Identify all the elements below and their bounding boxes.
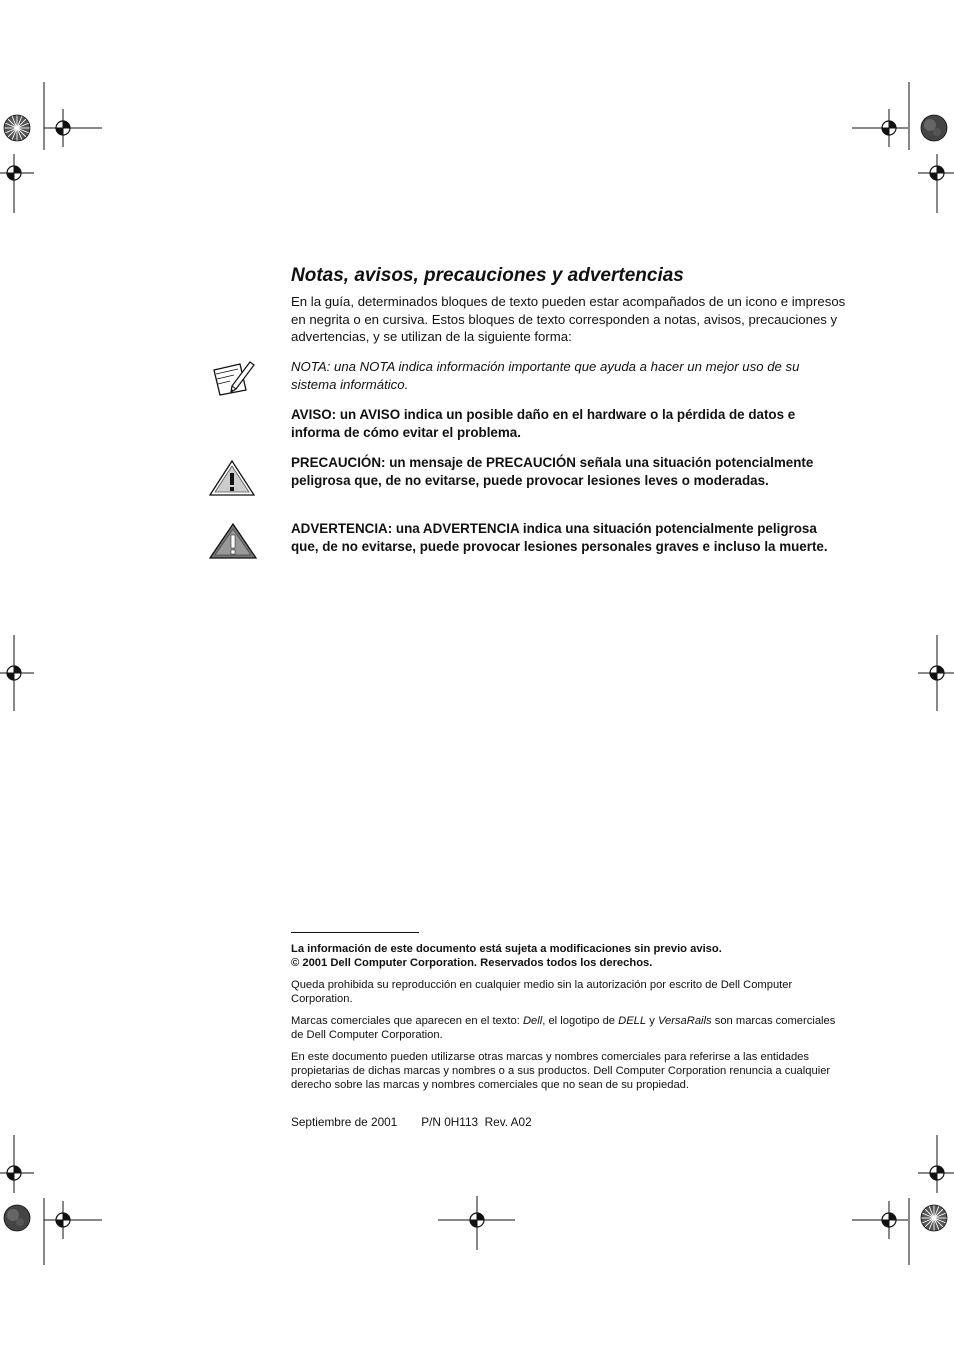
intro-paragraph: En la guía, determinados bloques de texto pueden estar acompañados de un icono e impresos en negrita o en cursiva. Estos bloques de texto corresponden a notas, avisos, precauciones y advertencias, y se utilizan de la siguiente forma: xyxy=(291,294,846,344)
trademark-versarails: VersaRails xyxy=(657,1015,712,1027)
publication-info xyxy=(291,1115,846,1129)
reproduction-notice: Queda prohibida su reproducción en cualquier medio sin la autorización por escrito de Dell Computer Corporation. xyxy=(291,979,793,1005)
footnote-rule xyxy=(291,932,419,933)
trademarks-pre: Marcas comerciales que aparecen en el texto: xyxy=(291,1015,523,1027)
part-number: P/N 0H113 Rev. A02 xyxy=(421,1115,532,1129)
legal-notice: La información de este documento está sujeta a modificaciones sin previo aviso. xyxy=(291,943,722,955)
note-pencil-icon xyxy=(210,360,256,398)
warning-triangle-icon xyxy=(208,522,258,560)
copyright-line: © 2001 Dell Computer Corporation. Reservados todos los derechos. xyxy=(291,957,653,969)
caution-triangle-icon xyxy=(208,459,256,497)
page-title: Notas, avisos, precauciones y advertencias xyxy=(291,265,684,286)
caution-text: PRECAUCIÓN: un mensaje de PRECAUCIÓN señala una situación potencialmente peligrosa que, de no evitarse, puede provocar lesiones leves o moderadas. xyxy=(291,455,814,488)
trademarks-notice xyxy=(291,1014,846,1042)
trademarks-mid2: y xyxy=(646,1015,658,1027)
notice-text: AVISO: un AVISO indica un posible daño en el hardware o la pérdida de datos e informa de cómo evitar el problema. xyxy=(291,407,796,440)
trademarks-mid1: , el logotipo de xyxy=(542,1015,619,1027)
trademark-dell-logo: DELL xyxy=(618,1015,647,1027)
note-text: NOTA: una NOTA indica información importante que ayuda a hacer un mejor uso de su sistema informático. xyxy=(291,359,800,392)
trademarks-post: son marcas comerciales de Dell Computer Corporation. xyxy=(291,1015,836,1041)
trademark-dell: Dell xyxy=(522,1015,543,1027)
publication-date: Septiembre de 2001 xyxy=(291,1115,398,1129)
warning-text: ADVERTENCIA: una ADVERTENCIA indica una situación potencialmente peligrosa que, de no evitarse, puede provocar lesiones personales graves e incluso la muerte. xyxy=(291,521,828,554)
other-marks-notice: En este documento pueden utilizarse otras marcas y nombres comerciales para referirse a las entidades propietarias de dichas marcas y nombres o a sus productos. Dell Computer Corporation renuncia a cualquier derecho sobre las marcas y nombres comerciales que no sean de su propiedad. xyxy=(291,1051,831,1091)
